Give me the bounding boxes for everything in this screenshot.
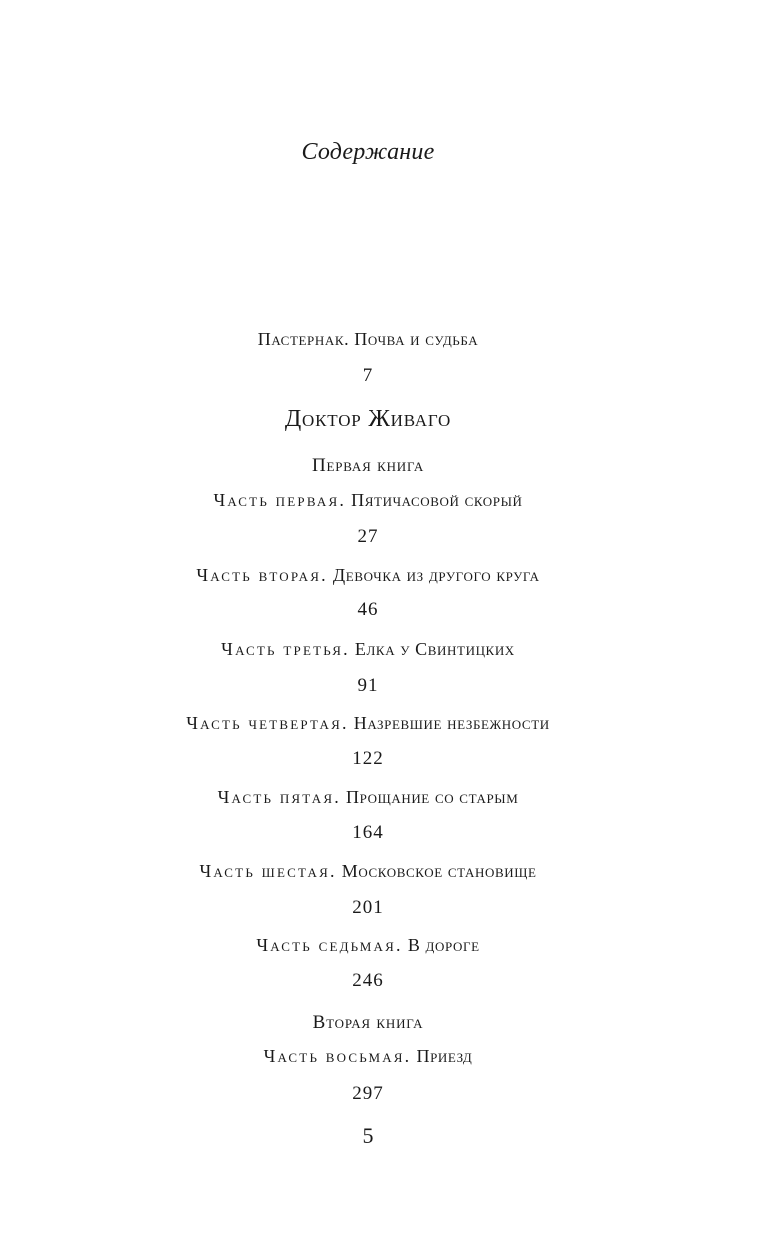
part-prefix: Часть седьмая. bbox=[256, 935, 403, 955]
folio: 5 bbox=[362, 1123, 374, 1148]
page-number: 7 bbox=[362, 365, 374, 386]
part-title: Девочка из другого круга bbox=[332, 565, 540, 585]
part-title: Елка у Свинтицких bbox=[354, 639, 515, 659]
toc-entry-part[interactable] bbox=[0, 788, 736, 806]
page-number: 91 bbox=[357, 675, 379, 696]
part-prefix: Часть первая. bbox=[213, 490, 347, 510]
part-title: Приезд bbox=[416, 1046, 473, 1066]
part-prefix: Часть пятая. bbox=[217, 787, 341, 807]
part-prefix: Часть вторая. bbox=[196, 565, 328, 585]
toc-entry-part[interactable] bbox=[0, 714, 736, 732]
part-title: В дороге bbox=[407, 935, 480, 955]
book-title-first[interactable]: Первая книга bbox=[311, 455, 425, 476]
novel-title[interactable]: Доктор Живаго bbox=[284, 406, 452, 432]
part-title: Московское становище bbox=[341, 861, 537, 881]
book-title-second[interactable]: Вторая книга bbox=[312, 1012, 424, 1033]
toc-entry-essay[interactable]: Пастернак. Почва и судьба bbox=[257, 329, 479, 349]
toc-entry-part[interactable] bbox=[0, 936, 736, 954]
toc-heading: Содержание bbox=[301, 139, 435, 165]
page-number: 122 bbox=[352, 748, 384, 769]
page-number: 27 bbox=[357, 526, 379, 547]
part-title: Назревшие незбежности bbox=[353, 713, 550, 733]
page-number: 246 bbox=[352, 970, 384, 991]
part-prefix: Часть шестая. bbox=[199, 861, 337, 881]
page-number: 164 bbox=[352, 822, 384, 843]
page-number: 297 bbox=[352, 1083, 384, 1104]
page-number: 201 bbox=[352, 897, 384, 918]
part-prefix: Часть четвертая. bbox=[186, 713, 349, 733]
toc-entry-part[interactable] bbox=[0, 862, 736, 880]
page-number: 46 bbox=[357, 599, 379, 620]
part-title: Пятичасовой скорый bbox=[351, 490, 523, 510]
toc-entry-part[interactable] bbox=[0, 640, 736, 658]
toc-entry-part[interactable] bbox=[0, 566, 736, 584]
part-prefix: Часть восьмая. bbox=[263, 1046, 412, 1066]
part-title: Прощание со старым bbox=[346, 787, 519, 807]
toc-entry-part[interactable] bbox=[0, 1047, 736, 1065]
toc-entry-part[interactable] bbox=[0, 491, 736, 509]
part-prefix: Часть третья. bbox=[221, 639, 350, 659]
